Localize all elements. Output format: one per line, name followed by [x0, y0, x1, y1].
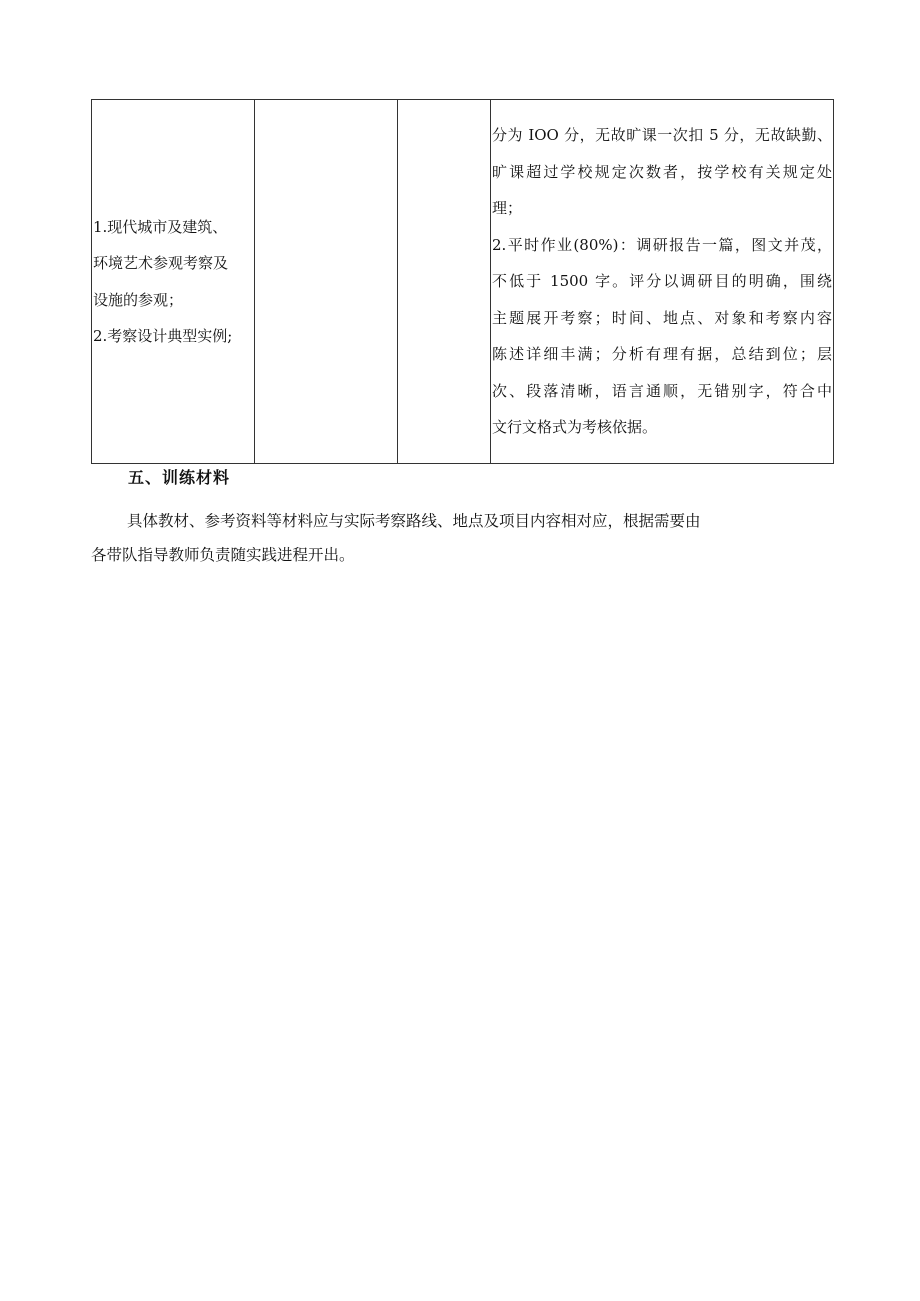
content-cell-text [92, 209, 254, 355]
content-line-4: 2.考察设计典型实例; [93, 327, 233, 345]
empty-cell-3 [398, 100, 491, 464]
assessment-line-9: 文行文格式为考核依据。 [492, 418, 658, 437]
table-row [92, 100, 834, 464]
paragraph-line-2: 各带队指导教师负责随实践进程开出。 [91, 546, 355, 564]
assessment-line-4: 2.平时作业(80%)：调研报告一篇，图文并茂， [492, 235, 832, 254]
assessment-cell-text [491, 117, 833, 446]
assessment-line-1: 分为 IOO 分，无故旷课一次扣 5 分，无故缺勤、 [492, 126, 832, 145]
assessment-line-3: 理； [492, 199, 523, 218]
content-line-2: 环境艺术参观考察及 [93, 254, 229, 272]
assessment-line-5: 不低于 1500 字。评分以调研目的明确，围绕 [492, 272, 832, 291]
empty-cell-2 [255, 100, 398, 464]
assessment-line-7: 陈述详细丰满；分析有理有据，总结到位；层 [492, 345, 832, 364]
content-cell [92, 100, 255, 464]
content-line-3: 设施的参观； [93, 290, 184, 309]
assessment-line-6: 主题展开考察；时间、地点、对象和考察内容 [492, 308, 832, 327]
paragraph-line-1: 具体教材、参考资料等材料应与实际考察路线、地点及项目内容相对应，根据需要由 [127, 512, 701, 530]
section-paragraph [91, 504, 831, 572]
assessment-cell [491, 100, 834, 464]
assessment-line-8: 次、段落清晰，语言通顺，无错别字，符合中 [492, 381, 832, 400]
section-heading: 五、训练材料 [128, 468, 231, 487]
assessment-line-2: 旷课超过学校规定次数者，按学校有关规定处 [492, 162, 832, 181]
evaluation-table [91, 99, 834, 464]
content-line-1: 1.现代城市及建筑、 [93, 217, 228, 236]
